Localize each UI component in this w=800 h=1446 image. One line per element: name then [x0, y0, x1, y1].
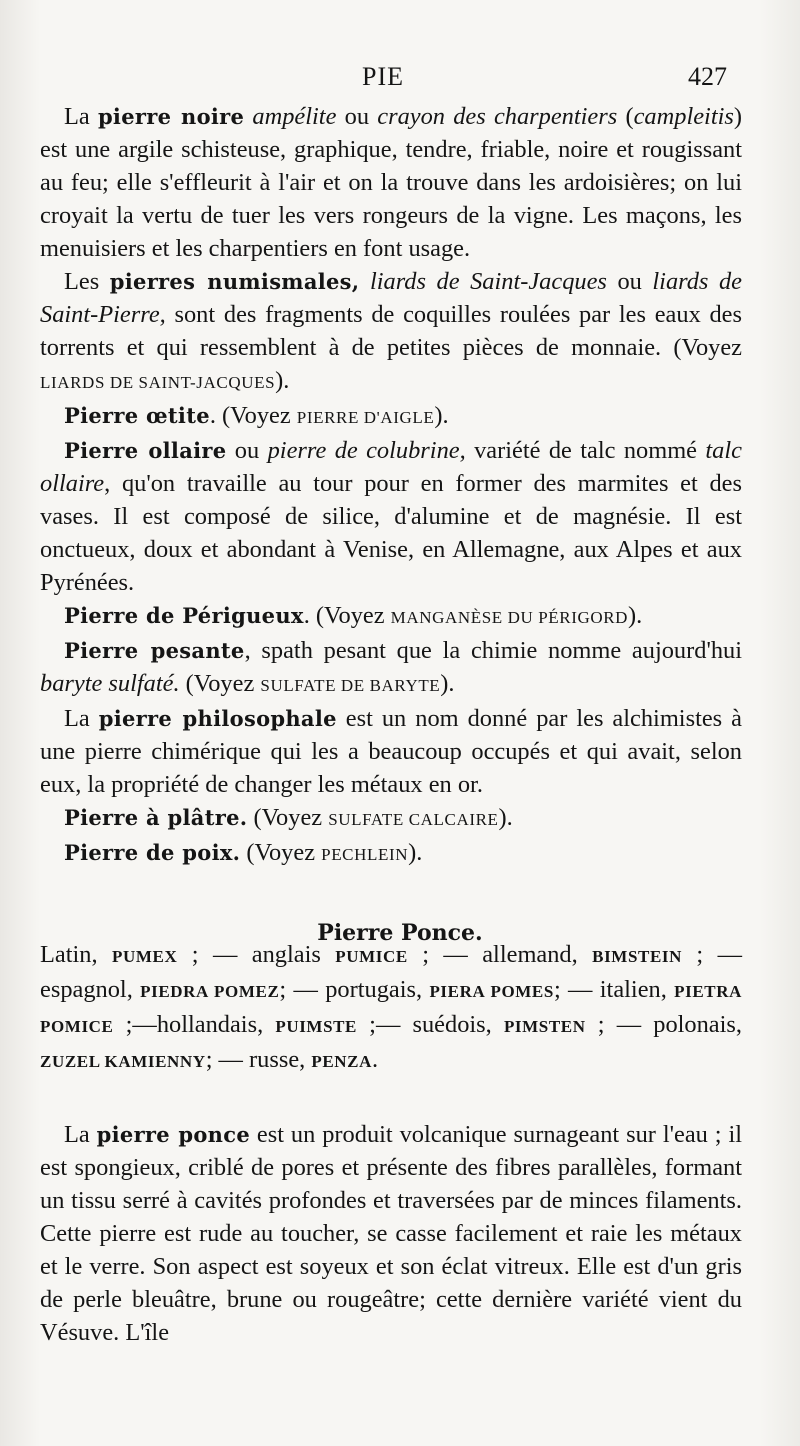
cross-reference: PECHLEIN	[321, 845, 409, 864]
entry-term: Pierre pesante	[64, 638, 245, 663]
entry-pierre-a-platre: Pierre à plâtre. (Voyez SULFATE CALCAIRE).	[64, 804, 513, 831]
entry-term: Pierre ollaire	[64, 438, 227, 463]
cross-reference: LIARDS DE SAINT-JACQUES	[40, 373, 276, 392]
pierre-ponce-paragraph: La pierre ponce est un produit volcanique surnageant sur l'eau ; il est spongieux, criblé de pores et présente des fibres parallèles, formant un tissu serré à cavités profondes et traversées par de minces filaments. Cette pierre est rude au toucher, se casse facilement et raie les métaux et le verre. Son aspect est soyeux et son éclat vitreux. Elle est d'un gris de perle bleuâtre, brune ou rougeâtre; cette dernière variété vient du Vésuve. L'île	[40, 1121, 742, 1346]
entry-pierre-pesante: Pierre pesante, spath pesant que la chimie nomme aujourd'hui baryte sulfaté. (Voyez SULFATE DE BARYTE).	[40, 637, 743, 697]
section-heading: Pierre Ponce.	[317, 920, 483, 946]
cross-reference: SULFATE DE BARYTE	[260, 676, 441, 695]
entry-term: pierre philosophale	[98, 706, 337, 731]
entry-pierre-de-poix: Pierre de poix. (Voyez PECHLEIN).	[64, 839, 423, 866]
entry-pierre-de-perigueux: Pierre de Périgueux. (Voyez MANGANÈSE DU PÉRIGORD).	[64, 602, 643, 629]
running-header	[0, 62, 800, 96]
entry-term: Pierre à plâtre.	[64, 805, 248, 830]
entry-term: Pierre œtite	[64, 403, 210, 428]
entry-term: Pierre de Périgueux	[64, 603, 304, 628]
running-title: PIE	[362, 62, 404, 91]
entry-pierre-noire: La pierre noire ampélite ou crayon des charpentiers (campleitis) est une argile schisteuse, graphique, tendre, friable, noire et rougissant au feu; elle s'effleurit à l'air et on la trouve dans les ardoisières; on lui croyait la vertu de tuer les vers rongeurs de la vigne. Les maçons, les menuisiers et les charpentiers en font usage.	[40, 103, 742, 262]
entry-pierre-oetite: Pierre œtite. (Voyez PIERRE D'AIGLE).	[64, 402, 449, 429]
entry-pierre-ollaire: Pierre ollaire ou pierre de colubrine, variété de talc nommé talc ollaire, qu'on travaille au tour pour en former des marmites et des vases. Il est composé de silice, d'alumine et de magnésie. Il est onctueux, doux et abondant à Venise, en Allemagne, aux Alpes et aux Pyrénées.	[40, 437, 742, 596]
entries-block	[40, 100, 742, 871]
entry-term: pierre noire	[97, 104, 245, 129]
page-number: 427	[688, 62, 727, 91]
entry-term: Pierre de poix.	[64, 840, 241, 865]
entry-term: pierres numismales,	[109, 269, 360, 294]
entry-term: pierre ponce	[96, 1122, 250, 1147]
entry-pierres-numismales: Les pierres numismales, liards de Saint-Jacques ou liards de Saint-Pierre, sont des fragments de coquilles roulées par les eaux des torrents et qui ressemblent à de petites pièces de monnaie. (Voyez LIARDS DE SAINT-JACQUES).	[40, 268, 742, 394]
translations-paragraph: Latin, PUMEX ; — anglais PUMICE ; — allemand, BIMSTEIN ; — espagnol, PIEDRA POMEZ; — portugais, PIERA POMES; — italien, PIETRA POMICE ;—hollandais, PUIMSTE ;— suédois, PIMSTEN ; — polonais, ZUZEL KAMIENNY; — russe, PENZA.	[40, 941, 743, 1073]
entry-pierre-philosophale: La pierre philosophale est un nom donné par les alchimistes à une pierre chimérique qui les a beaucoup occupés et qui avait, selon eux, la propriété de changer les métaux en or.	[40, 705, 742, 798]
cross-reference: MANGANÈSE DU PÉRIGORD	[390, 608, 629, 627]
cross-reference: SULFATE CALCAIRE	[328, 810, 499, 829]
cross-reference: PIERRE D'AIGLE	[296, 408, 435, 427]
